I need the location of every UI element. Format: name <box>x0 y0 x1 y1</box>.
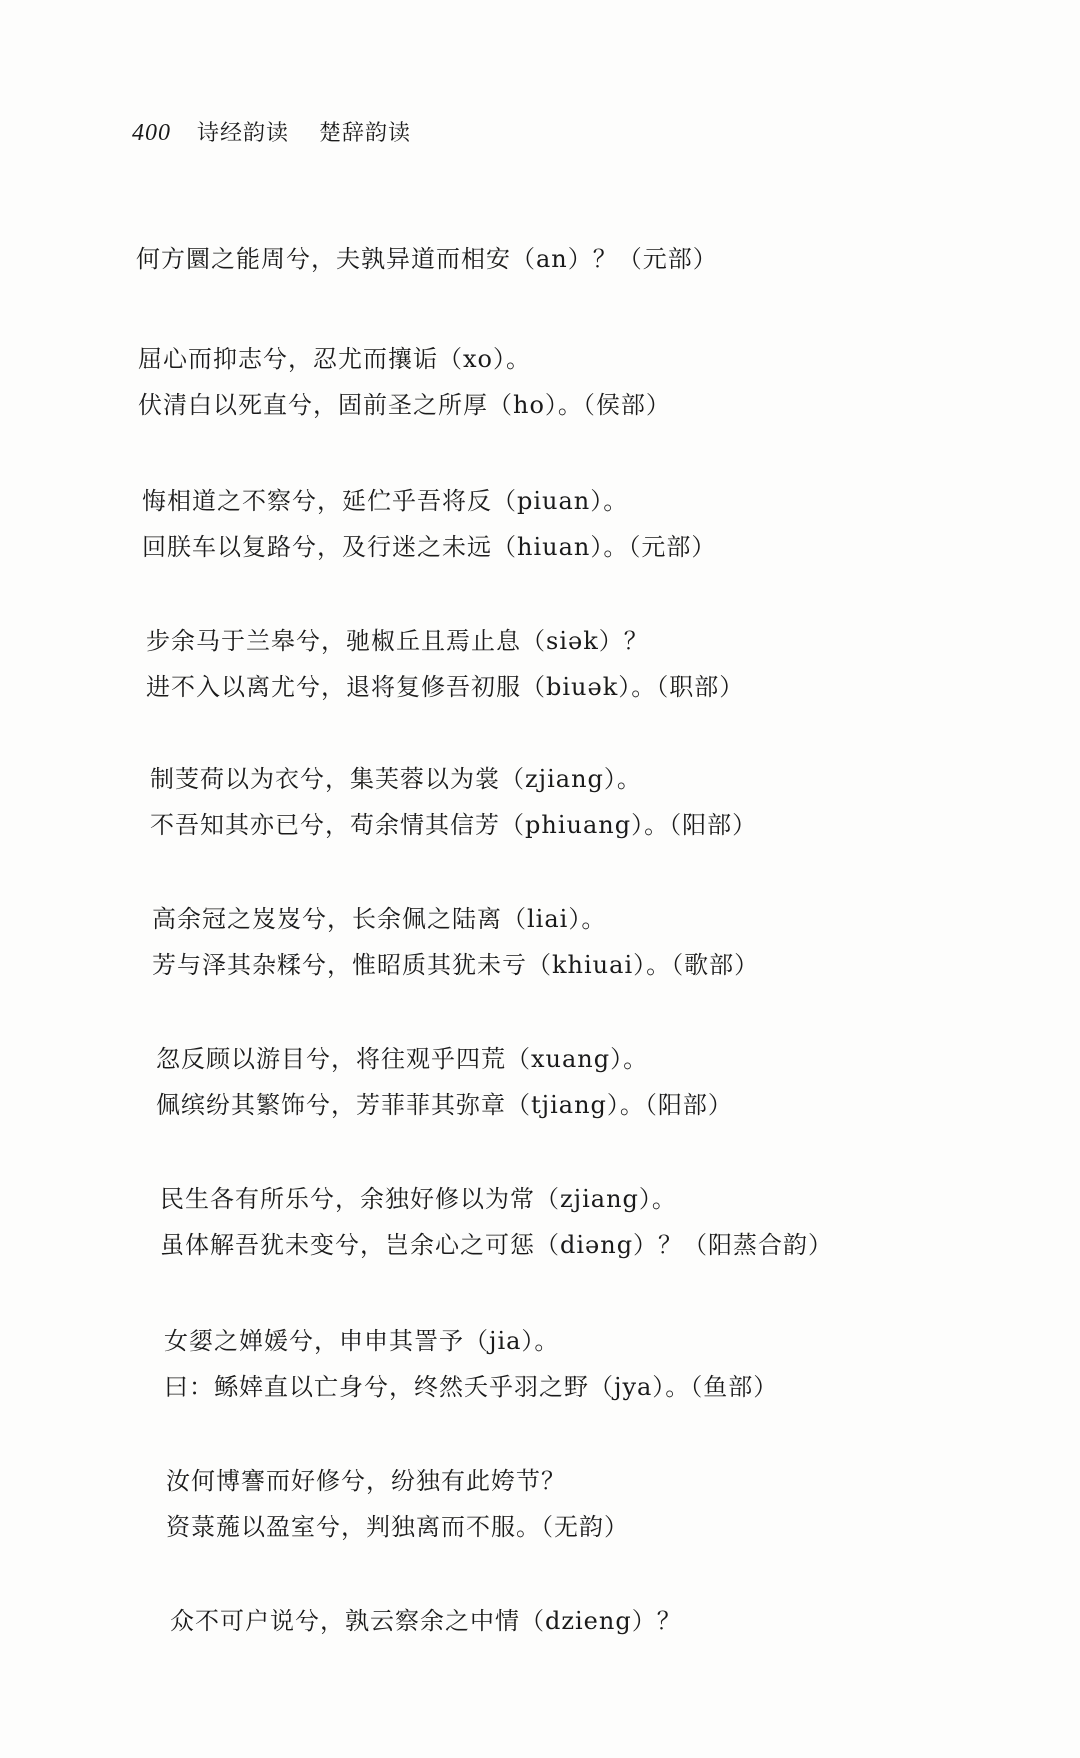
page-number: 400 <box>132 120 171 146</box>
stanza <box>160 1176 833 1268</box>
stanza <box>164 1318 778 1410</box>
verse-line: 女媭之婵媛兮，申申其詈予（jia）。 <box>164 1327 560 1355</box>
stanza <box>156 1036 733 1128</box>
verse-line: 芳与泽其杂糅兮，惟昭质其犹未亏（khiuai）。（歌部） <box>152 951 760 979</box>
verse-line: 汝何博謇而好修兮，纷独有此姱节？ <box>166 1467 566 1495</box>
verse-line: 曰：鲧婞直以亡身兮，终然夭乎羽之野（jya）。（鱼部） <box>164 1373 779 1401</box>
verse-line: 不吾知其亦已兮，苟余情其信芳（phiuang）。（阳部） <box>150 811 758 839</box>
stanza <box>152 896 759 988</box>
stanza <box>136 236 718 282</box>
book-title: 诗经韵读 <box>197 121 290 146</box>
verse-line: 何方圜之能周兮，夫孰异道而相安（an）？（元部） <box>136 245 718 273</box>
verse-line: 民生各有所乐兮，余独好修以为常（zjiang）。 <box>160 1185 677 1213</box>
stanza <box>150 756 757 848</box>
verse-line: 制芰荷以为衣兮，集芙蓉以为裳（zjiang）。 <box>150 765 642 793</box>
verse-line: 步余马于兰皋兮，驰椒丘且焉止息（siək）？ <box>146 627 649 655</box>
stanza <box>170 1598 682 1644</box>
verse-line: 回朕车以复路兮，及行迷之未远（hiuan）。（元部） <box>142 533 717 561</box>
verse-line: 虽体解吾犹未变兮，岂余心之可惩（diəng）？（阳蒸合韵） <box>160 1231 834 1259</box>
verse-line: 高余冠之岌岌兮，长余佩之陆离（liai）。 <box>152 905 607 933</box>
running-head <box>132 116 411 147</box>
stanza <box>166 1458 629 1550</box>
verse-line: 资菉葹以盈室兮，判独离而不服。（无韵） <box>166 1513 629 1541</box>
stanza <box>138 336 671 428</box>
verse-line: 众不可户说兮，孰云察余之中情（dzieng）？ <box>170 1607 682 1635</box>
stanza <box>146 618 744 710</box>
section-title: 楚辞韵读 <box>319 121 412 146</box>
verse-line: 屈心而抑志兮，忍尤而攘诟（xo）。 <box>138 345 531 373</box>
stanza <box>142 478 716 570</box>
verse-line: 佩缤纷其繁饰兮，芳菲菲其弥章（tjiang）。（阳部） <box>156 1091 733 1119</box>
verse-line: 伏清白以死直兮，固前圣之所厚（ho）。（侯部） <box>138 391 671 419</box>
verse-line: 忽反顾以游目兮，将往观乎四荒（xuang）。 <box>156 1045 649 1073</box>
verse-line: 进不入以离尤兮，退将复修吾初服（biuək）。（职部） <box>146 673 745 701</box>
verse-line: 悔相道之不察兮，延伫乎吾将反（piuan）。 <box>142 487 629 515</box>
